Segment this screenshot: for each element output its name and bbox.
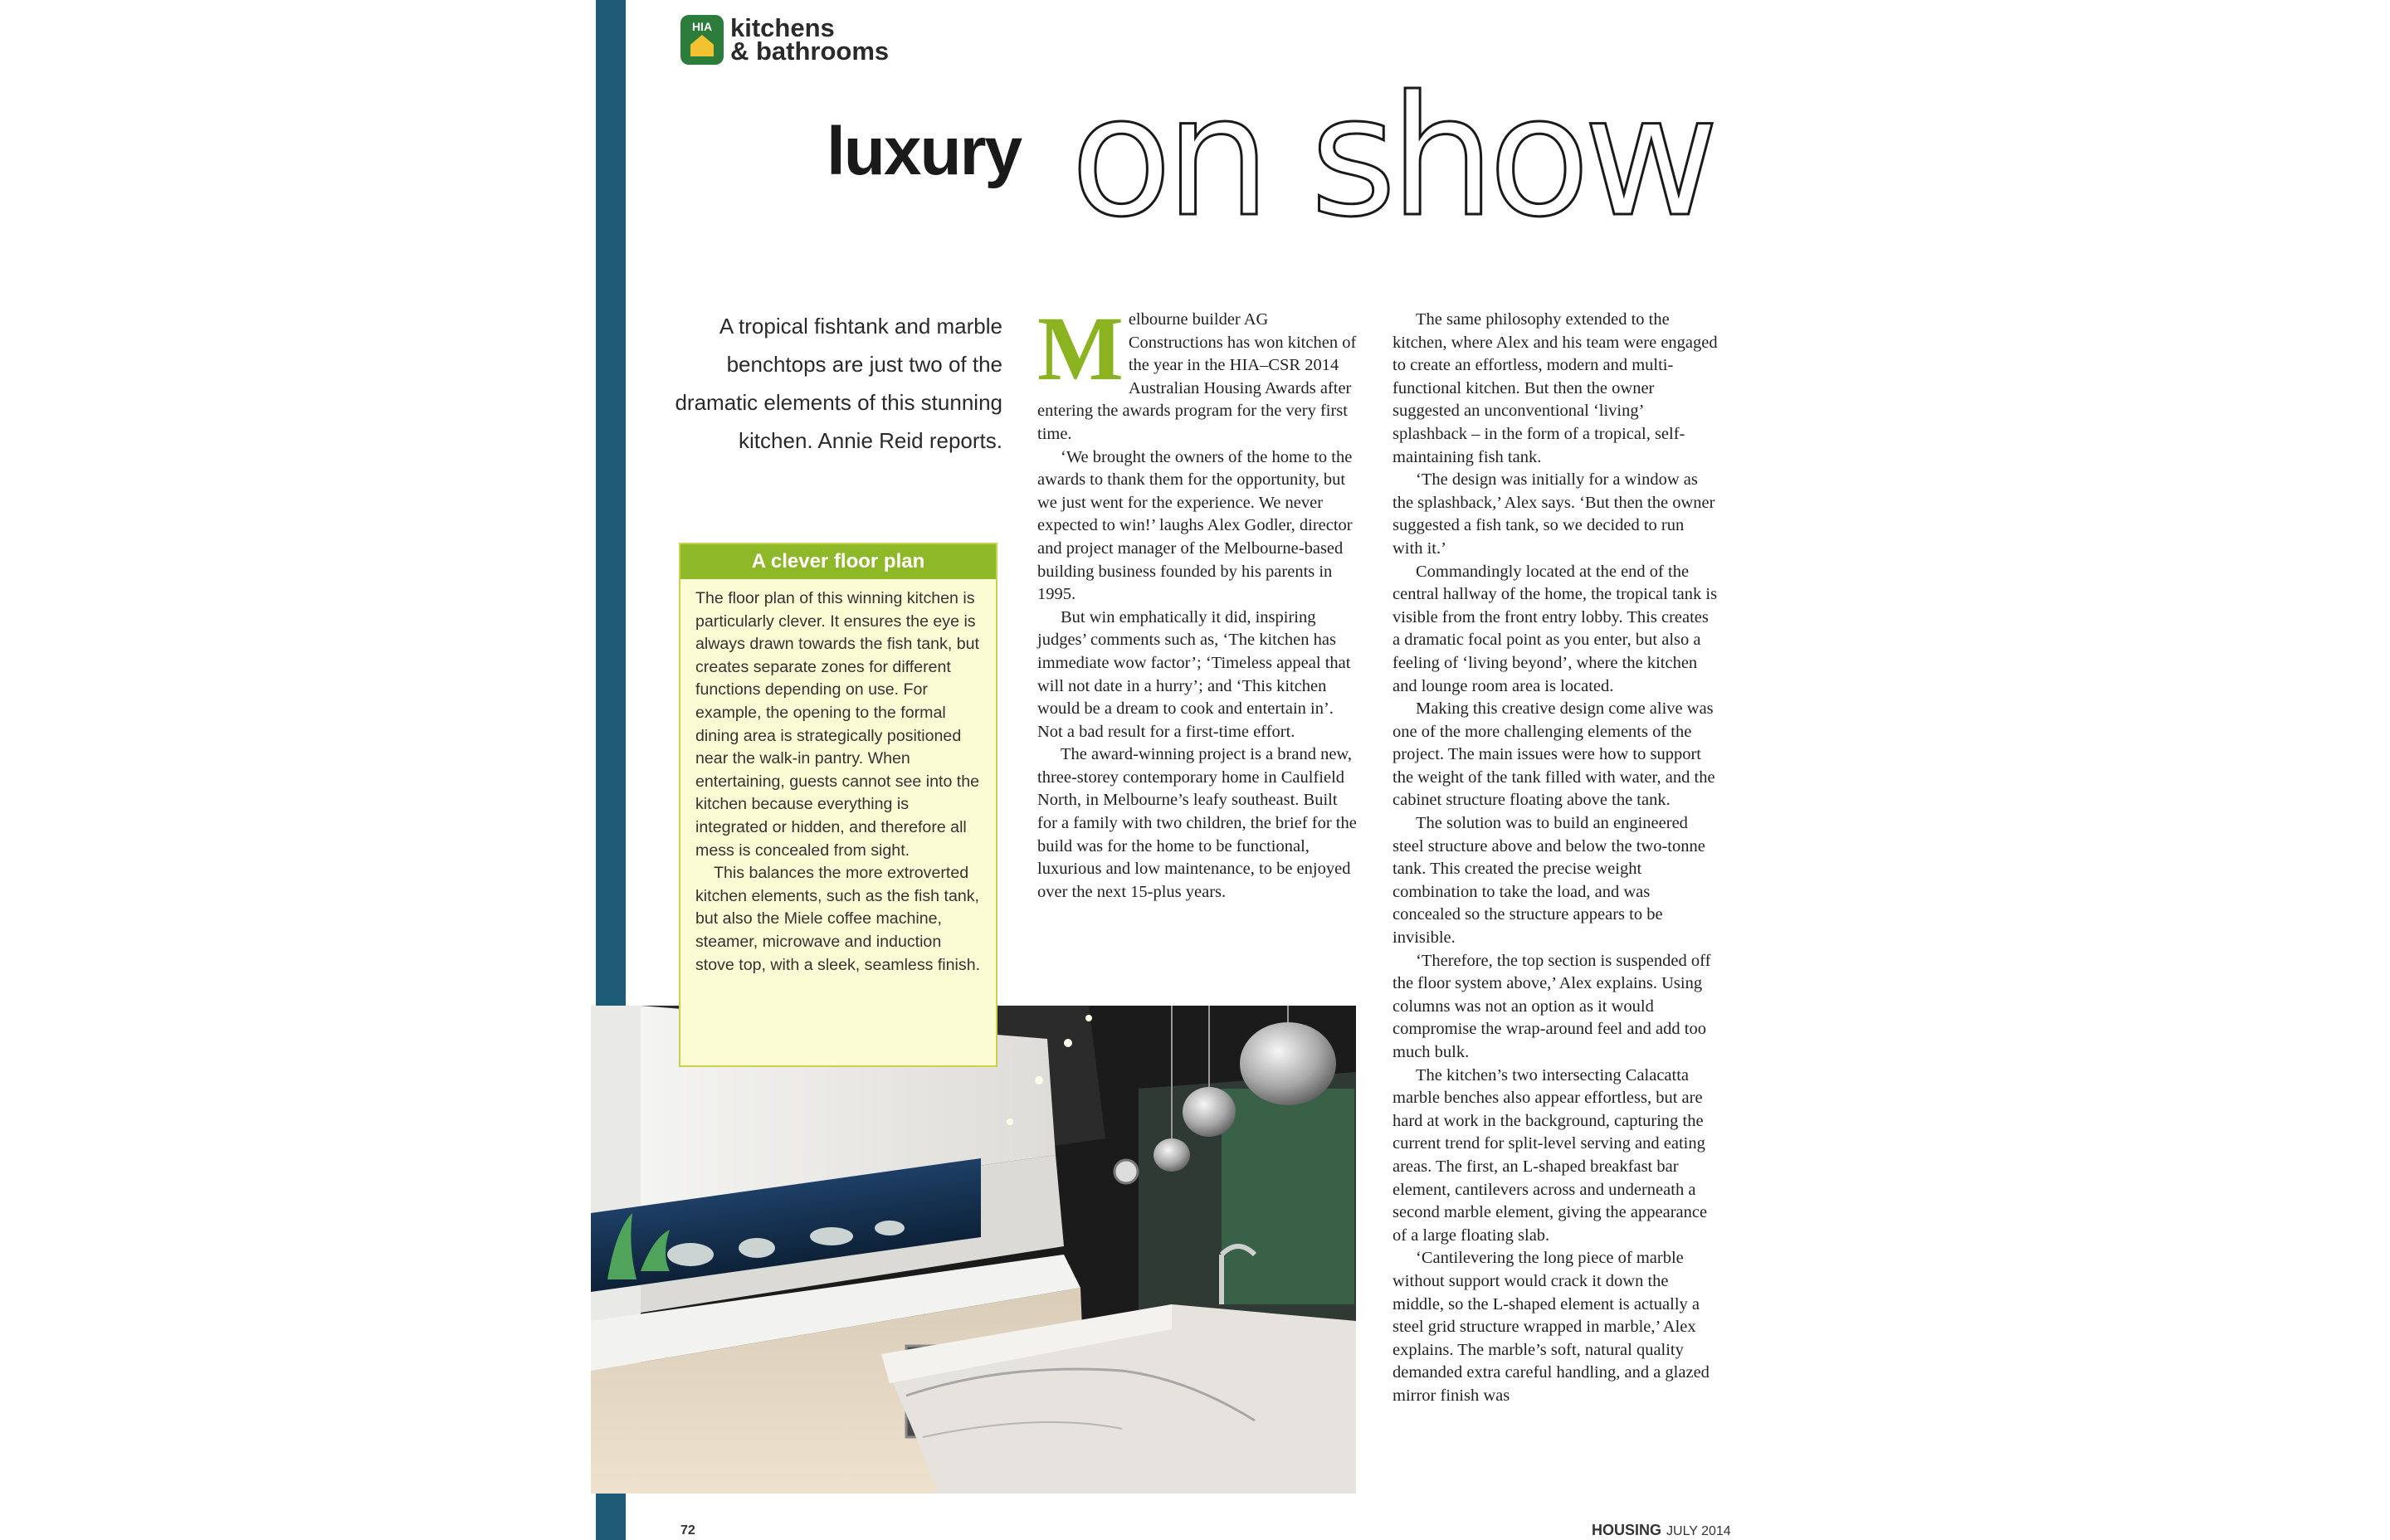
- section-name-line1: kitchens: [730, 13, 835, 42]
- headline-bold: luxury: [827, 114, 1022, 189]
- section-name-line2: & bathrooms: [730, 37, 890, 66]
- article-paragraph: ‘Therefore, the top section is suspended off the floor system above,’ Alex explains. Using columns was not an option as it would compromise the wrap-around feel and add too much bulk.: [1393, 951, 1711, 1061]
- magazine-name: HOUSING: [1592, 1522, 1662, 1538]
- section-logo: [680, 15, 889, 65]
- headline-light: on show: [1071, 61, 1713, 254]
- page-footer: [1592, 1522, 1731, 1539]
- article-paragraph: Commandingly located at the end of the central hallway of the home, the tropical tank is visible from the front entry lobby. This creates a dramatic focal point as you enter, but also a feeling of ‘living beyond’, where the kitchen and lounge room area is located.: [1393, 562, 1718, 695]
- article-paragraph: The award-winning project is a brand new, three-storey contemporary home in Caulfield North, in Melbourne’s leafy southeast. Built for a family with two children, the brief for the build was for the home to be functional, luxurious and low maintenance, to be enjoyed over the next 15-plus years.: [1037, 745, 1357, 901]
- hia-logo-text: HIA: [691, 20, 713, 33]
- sidebar-paragraph: This balances the more extroverted kitchen elements, such as the fish tank, but also the Miele coffee machine, steamer, microwave and induction stove top, with a sleek, seamless finish.: [695, 864, 981, 974]
- article-paragraph: ‘The design was initially for a window as the splashback,’ Alex says. ‘But then the owner suggested a fish tank, so we decided to run with it.’: [1393, 470, 1715, 558]
- kitchen-photo: [591, 1006, 1356, 1494]
- sidebar-paragraph: The floor plan of this winning kitchen is particularly clever. It ensures the eye is always drawn towards the fish tank, but creates separate zones for different functions depending on use. For example, the opening to the formal dining area is strategically positioned near the walk-in pantry. When entertaining, guests cannot see into the kitchen because everything is integrated or hidden, and therefore all mess is concealed from sight.: [695, 589, 980, 860]
- article-paragraph: ‘We brought the owners of the home to the awards to thank them for the opportunity, but we just went for the experience. We never expected to win!’ laughs Alex Godler, director and project manager of the Melbourne-based building business founded by his parents in 1995.: [1037, 447, 1353, 604]
- page-number: 72: [680, 1523, 695, 1538]
- article-paragraph: ‘Cantilevering the long piece of marble without support would crack it down the middle, so the L-shaped element is actually a steel grid structure wrapped in marble,’ Alex explains. The marble’s soft, natural quality demanded extra careful handling, and a glazed mirror finish was: [1393, 1249, 1710, 1405]
- article-column-1: [1037, 298, 1358, 904]
- article-paragraph: Melbourne builder AG Constructions has won kitchen of the year in the HIA–CSR 2014 Australian Housing Awards after entering the awards program for the very first time.: [1037, 298, 1357, 443]
- standfirst: A tropical fishtank and marble benchtops are just two of the dramatic elements of this stunning kitchen. Annie Reid reports.: [675, 314, 1002, 453]
- article-paragraph: But win emphatically it did, inspiring judges’ comments such as, ‘The kitchen has immediate wow factor’; ‘Timeless appeal that will not date in a hurry’; and ‘This kitchen would be a dream to cook and entertain in’. Not a bad result for a first-time effort.: [1037, 607, 1351, 741]
- article-paragraph: The same philosophy extended to the kitchen, where Alex and his team were engaged to create an effortless, modern and multi-functional kitchen. But then the owner suggested an unconventional ‘living’ splashback – in the form of a tropical, self-maintaining fish tank.: [1393, 310, 1718, 466]
- article-column-2: [1393, 309, 1718, 1408]
- issue-date: JULY 2014: [1666, 1524, 1731, 1538]
- article-paragraph: Making this creative design come alive was one of the more challenging elements of the project. The main issues were how to support the weight of the tank filled with water, and the cabinet structure floating above the tank.: [1393, 699, 1715, 810]
- house-icon: [690, 35, 714, 56]
- hia-logo-badge: [680, 15, 724, 65]
- article-paragraph: The kitchen’s two intersecting Calacatta marble benches also appear effortless, but are hard at work in the background, capturing the current trend for split-level serving and eating areas. The first, an L-shaped breakfast bar element, cantilevers across and underneath a second marble element, giving the appearance of a large floating slab.: [1393, 1065, 1708, 1245]
- article-paragraph: The solution was to build an engineered steel structure above and below the two-tonne tank. This created the precise weight combination to take the load, and was concealed so the structure appears to be invisible.: [1393, 814, 1705, 948]
- sidebar-heading: A clever floor plan: [680, 544, 996, 579]
- kitchen-photo-illustration: [591, 1006, 1356, 1494]
- sidebar-body: [680, 579, 996, 977]
- sidebar-box: [679, 543, 997, 1067]
- drop-cap: M: [1037, 298, 1124, 399]
- section-name: [730, 13, 890, 66]
